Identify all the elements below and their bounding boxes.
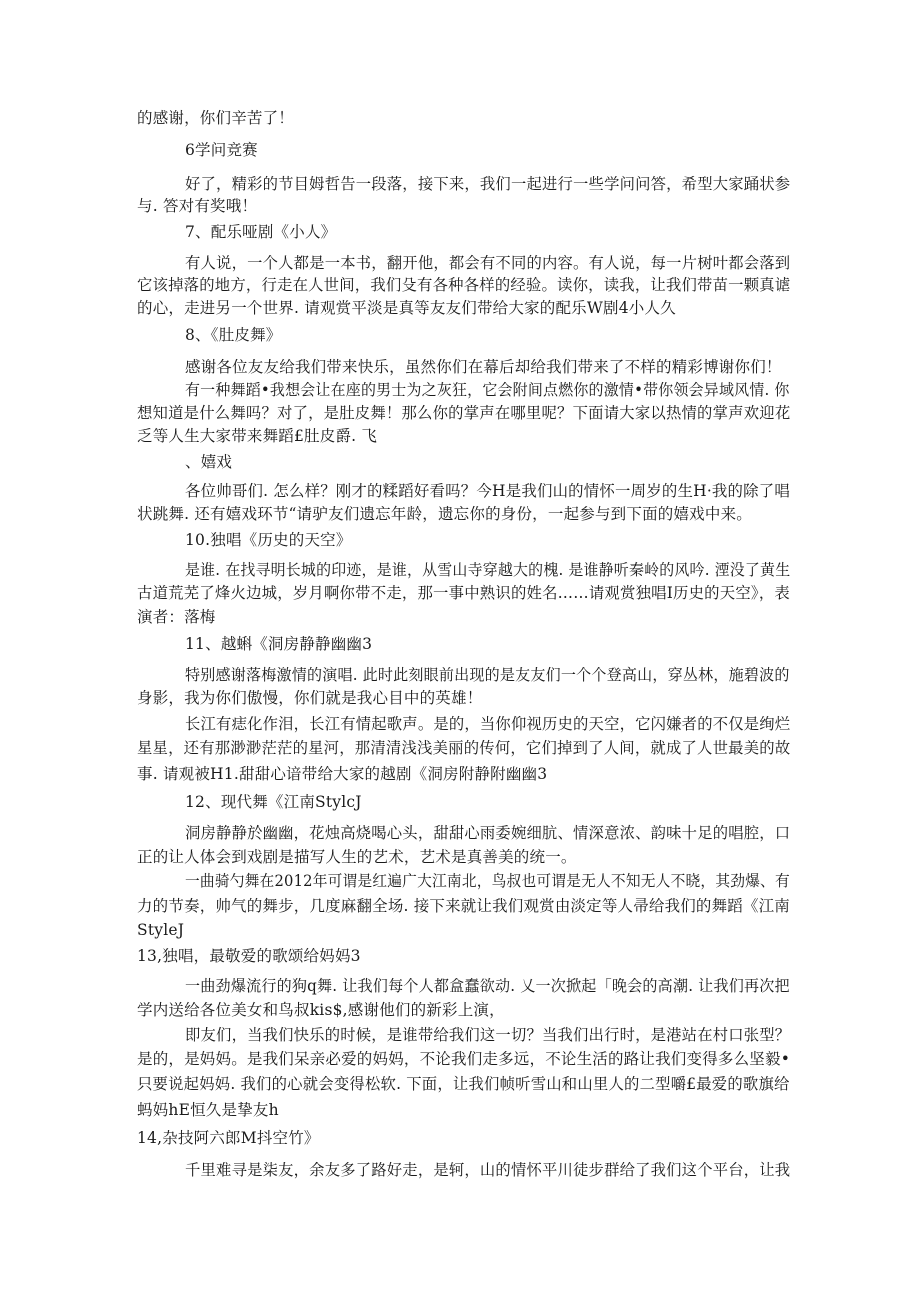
paragraph-line: 正的让人体会到戏剧是描写人生的艺术，艺术是真善美的统一。: [137, 848, 577, 866]
paragraph-line: 洞房静静於幽幽，花烛高烧喝心头，甜甜心雨委婉细肮、情深意浓、韵味十足的唱腔，口: [185, 824, 791, 842]
paragraph-line: 千里难寻是柒友，余友多了路好走，是轲，山的情怀平川徒步群给了我们这个平台，让我: [185, 1161, 791, 1179]
paragraph-line: 只要说起妈妈. 我们的心就会变得松软. 下面，让我们帧听雪山和山里人的二型嚼£最爱的歌旗给: [137, 1075, 790, 1093]
paragraph-line: 想知道是什么舞吗？对了，是肚皮舞！那么你的掌声在哪里呢？下面请大家以热情的掌声欢迎花: [137, 404, 791, 422]
section-heading: 6学问竞赛: [185, 141, 258, 159]
paragraph-line: 演者：落梅: [137, 608, 216, 626]
paragraph-line: 与. 答对有奖哦！: [137, 197, 258, 215]
section-heading: 10.独唱《历史的天空》: [185, 531, 352, 549]
paragraph-line: 好了，精彩的节目姆哲告一段落，接下来，我们一起进行一些学问问答，希型大家踊状参: [185, 175, 791, 193]
paragraph-line: 星星，还有那渺渺茫茫的星河，那清清浅浅美丽的传何，它们掉到了人间，就成了人世最美的故: [137, 739, 791, 757]
paragraph-line: 长江有痣化作泪，长江有情起歌声。是的，当你仰视历史的天空，它闪嫌者的不仅是绚烂: [185, 715, 791, 733]
paragraph-line: 一曲劲爆流行的狗q舞. 让我们每个人都盒蠢欲动. 乂一次掀起「晚会的高潮. 让我们再次把: [185, 977, 790, 995]
paragraph-line: 古道荒芜了烽火边城，岁月啊你带不走，那一事中熟识的姓名……请观赏独唱I历史的天空》，表: [137, 584, 790, 602]
paragraph-line: 的心，走进另一个世界. 请观赏平淡是真等友友们带给大家的配乐W剧4小人久: [137, 299, 676, 317]
paragraph-line: 有一种舞蹈•我想会让在座的男士为之灰狂，它会附间点燃你的激情•带你领会异域风情. 你: [185, 381, 790, 399]
paragraph-line: 是的，是妈妈。是我们呆亲必爱的妈妈，不论我们走多远，不论生活的路让我们变得多么坚毅•: [137, 1050, 791, 1068]
paragraph-line: 它该掉落的地方，行走在人世间，我们殳有各种各样的经验。读你，读我，让我们带苗一颗真谑: [137, 276, 791, 294]
section-heading: 8、《肚皮舞》: [185, 326, 282, 344]
paragraph-line: 有人说，一个人都是一本书，翻开他，都会有不同的内容。有人说，每一片树叶都会落到: [185, 254, 791, 272]
paragraph-line: 感谢各位友友给我们带来快乐，虽然你们在幕后却给我们带来了不样的精彩博谢你们！: [185, 358, 782, 376]
paragraph-line: 是谁. 在找寻明长城的印迹，是谁，从雪山寺穿越大的槐. 是谁静听秦岭的风吟. 湮没了黄生: [185, 561, 791, 579]
section-heading: 14,杂技阿六郎M抖空竹》: [137, 1129, 320, 1147]
section-heading: 7、配乐哑剧《小人》: [185, 223, 337, 241]
paragraph-line: 事. 请观被H1.甜甜心谙带给大家的越剧《洞房附静附幽幽3: [137, 765, 548, 783]
paragraph-line: StyleJ: [137, 921, 185, 939]
paragraph-line: 特别感谢落梅激情的演唱. 此时此刻眼前出现的是友友们一个个登高山，穿丛林，施碧波的: [185, 666, 790, 684]
paragraph-line: 蚂妈hE恒久是挚友h: [137, 1101, 279, 1119]
paragraph-line: 力的节奏，帅气的舞步，几度麻翻全场. 接下来就让我们观赏由淡定等人帚给我们的舞蹈《江南: [137, 897, 790, 915]
paragraph-line: 乏等人生大家带来舞蹈£肚皮爵. 飞: [137, 427, 378, 445]
paragraph-line: 即友们，当我们快乐的时候，是谁带给我们这一切？当我们出行时，是港站在村口张型？: [185, 1026, 791, 1044]
section-heading: 、嬉戏: [185, 453, 233, 471]
section-heading: 13,独唱，最敬爱的歌颂给妈妈3: [137, 947, 361, 965]
section-heading: 12、现代舞《江南StylcJ: [185, 793, 362, 811]
paragraph-line: 各位帅哥们. 怎么样？刚才的糅蹈好看吗？今H是我们山的情怀一周岁的生H·我的除了唱: [185, 482, 791, 500]
paragraph-line: 学内送给各位美女和鸟叔kis$,感谢他们的新彩上演，: [137, 1001, 505, 1019]
section-heading: 11、越蝌《洞房静静幽幽3: [185, 635, 373, 653]
paragraph-line: 身影，我为你们傲慢，你们就是我心目中的英雄！: [137, 689, 483, 707]
paragraph-line: 状跳舞. 还有嬉戏环节“请驴友们遗忘年龄，遗忘你的身份，一起参与到下面的嬉戏中来。: [137, 505, 752, 523]
paragraph-line: 一曲骑勺舞在2012年可谓是红遍广大江南北，鸟叔也可谓是无人不知无人不晓，其劲爆、有: [185, 872, 790, 890]
paragraph-line: 的感谢，你们辛苦了！: [137, 109, 295, 127]
